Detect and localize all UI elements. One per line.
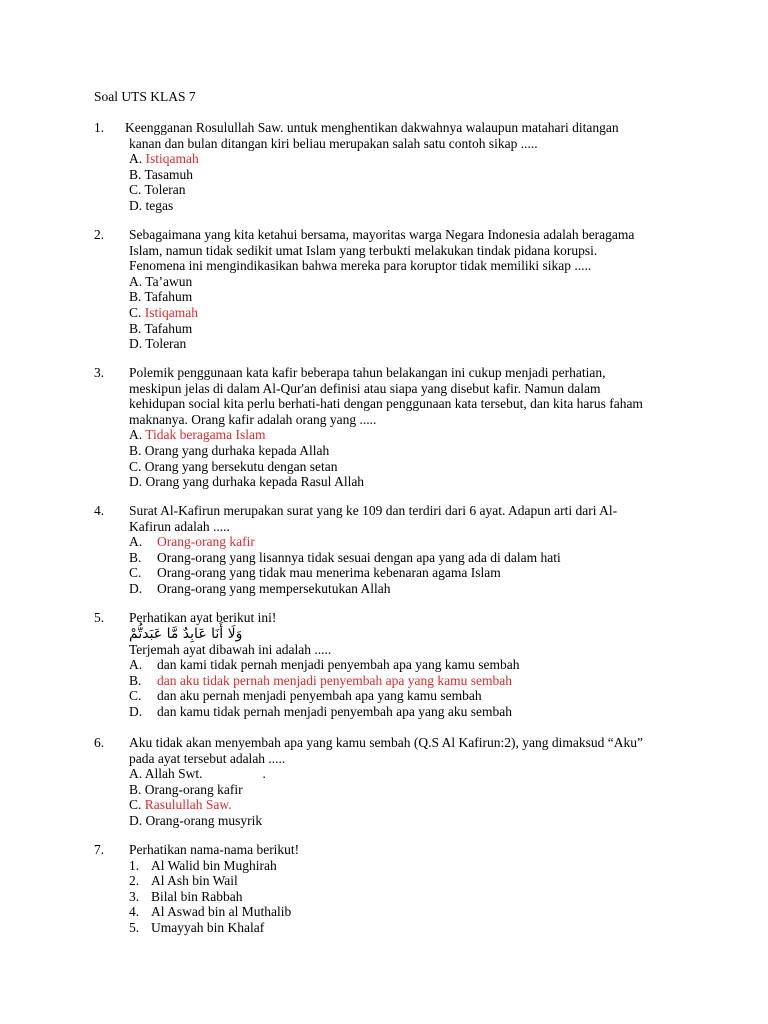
list-item: 1. Al Walid bin Mughirah [129,857,277,873]
question-stem-line: Polemik penggunaan kata kafir beberapa tahun belakangan ini cukup menjadi perhatian, [129,365,606,380]
option-c: C. Toleran [129,182,186,198]
option-a: A. Ta’awun [129,273,193,289]
list-item: 3. Bilal bin Rabbah [129,888,243,904]
question-stem-line: Terjemah ayat dibawah ini adalah ..... [129,641,332,657]
question-stem-line: Perhatikan ayat berikut ini! [129,610,277,625]
option-a: A. Tidak beragama Islam [129,427,266,443]
question-number: 6. [94,735,105,750]
question-stem-line: meskipun jelas di dalam Al-Qur'an definisi atau siapa yang disebut kafir. Namun dalam [129,380,601,396]
question-6 [94,735,708,829]
option-b: B. dan aku tidak pernah menjadi penyembah apa yang kamu sembah [129,672,513,688]
option-b-duplicate: B. Tafahum [129,320,193,336]
list-item: 4. Al Aswad bin al Muthalib [129,904,292,920]
correct-answer: dan aku tidak pernah menjadi penyembah apa yang kamu sembah [157,672,513,688]
option-b: B. Orang yang durhaka kepada Allah [129,442,330,458]
option-c: C. Orang yang bersekutu dengan setan [129,458,338,474]
list-item: 5. Umayyah bin Khalaf [129,919,265,935]
correct-answer: Istiqamah [144,304,199,320]
question-stem-line: Sebagaimana yang kita ketahui bersama, mayoritas warga Negara Indonesia adalah beragama [129,227,635,242]
correct-answer: Istiqamah [145,151,199,167]
option-b: B. Tasamuh [129,166,194,182]
question-stem-line: Aku tidak akan menyembah apa yang kamu sembah (Q.S Al Kafirun:2), yang dimaksud “Aku” [129,735,643,750]
question-stem-line: Kafirun adalah ..... [129,518,230,534]
option-b: B. Orang-orang yang lisannya tidak sesuai dengan apa yang ada di dalam hati [129,549,561,565]
question-stem-line: Keengganan Rosulullah Saw. untuk menghentikan dakwahnya walaupun matahari ditangan [125,120,619,135]
question-number: 3. [94,365,105,380]
document-title: Soal UTS KLAS 7 [94,89,196,104]
question-stem-line: pada ayat tersebut adalah ..... [129,750,286,766]
option-b: B. Orang-orang kafir [129,781,243,797]
question-1 [94,120,708,214]
correct-answer: Orang-orang kafir [157,534,255,550]
option-d: D. Orang yang durhaka kepada Rasul Allah [129,474,365,490]
question-stem-line: kehidupan social kita perlu berhati-hati dengan penggunaan kata tersebut, dan kita harus faham [129,396,643,412]
question-3 [94,365,708,490]
option-c: C. Rasulullah Saw. [129,797,232,813]
option-a: A. Allah Swt. . [129,766,266,782]
question-number: 5. [94,610,105,625]
question-number: 1. [94,120,105,135]
arabic-verse: وَلَا أَنَا عَابِدٌ مَّا عَبَدتُّمْ [129,625,243,642]
option-d: D. Orang-orang yang mempersekutukan Allah [129,580,391,596]
name-list [129,858,708,936]
question-stem-line: maknanya. Orang kafir adalah orang yang ..... [129,411,377,427]
question-stem-line: Islam, namun tidak sedikit umat Islam yang terbukti melakukan tindak pidana korupsi. [129,242,598,258]
question-number: 2. [94,227,105,242]
question-stem-line: Fenomena ini mengindikasikan bahwa mereka para koruptor tidak memiliki sikap ..... [129,258,592,274]
question-number: 4. [94,503,105,518]
question-5 [94,610,708,720]
correct-answer: Rasulullah Saw. [144,797,232,813]
question-stem-line: kanan dan bulan ditangan kiri beliau merupakan salah satu contoh sikap ..... [129,135,538,151]
correct-answer: Tidak beragama Islam [145,427,266,443]
question-2 [94,227,708,352]
option-c: C. Istiqamah [129,304,199,320]
option-a: A. Orang-orang kafir [129,534,255,550]
option-c: C. dan aku pernah menjadi penyembah apa yang kamu sembah [129,688,482,704]
question-number: 7. [94,842,105,857]
option-a: A. Istiqamah [129,151,199,167]
question-stem-line: Perhatikan nama-nama berikut! [129,842,300,857]
option-b: B. Tafahum [129,289,193,305]
option-c: C. Orang-orang yang tidak mau menerima kebenaran agama Islam [129,565,501,581]
question-stem-line: Surat Al-Kafirun merupakan surat yang ke 109 dan terdiri dari 6 ayat. Adapun arti dari Al- [129,503,618,518]
option-a: A. dan kami tidak pernah menjadi penyembah apa yang kamu sembah [129,657,520,673]
option-d: D. dan kamu tidak pernah menjadi penyembah apa yang aku sembah [129,703,513,719]
option-d: D. Orang-orang musyrik [129,812,263,828]
question-7 [94,842,708,936]
option-d: D. tegas [129,197,174,213]
list-item: 2. Al Ash bin Wail [129,873,238,889]
question-4 [94,503,708,597]
option-d: D. Toleran [129,336,187,352]
